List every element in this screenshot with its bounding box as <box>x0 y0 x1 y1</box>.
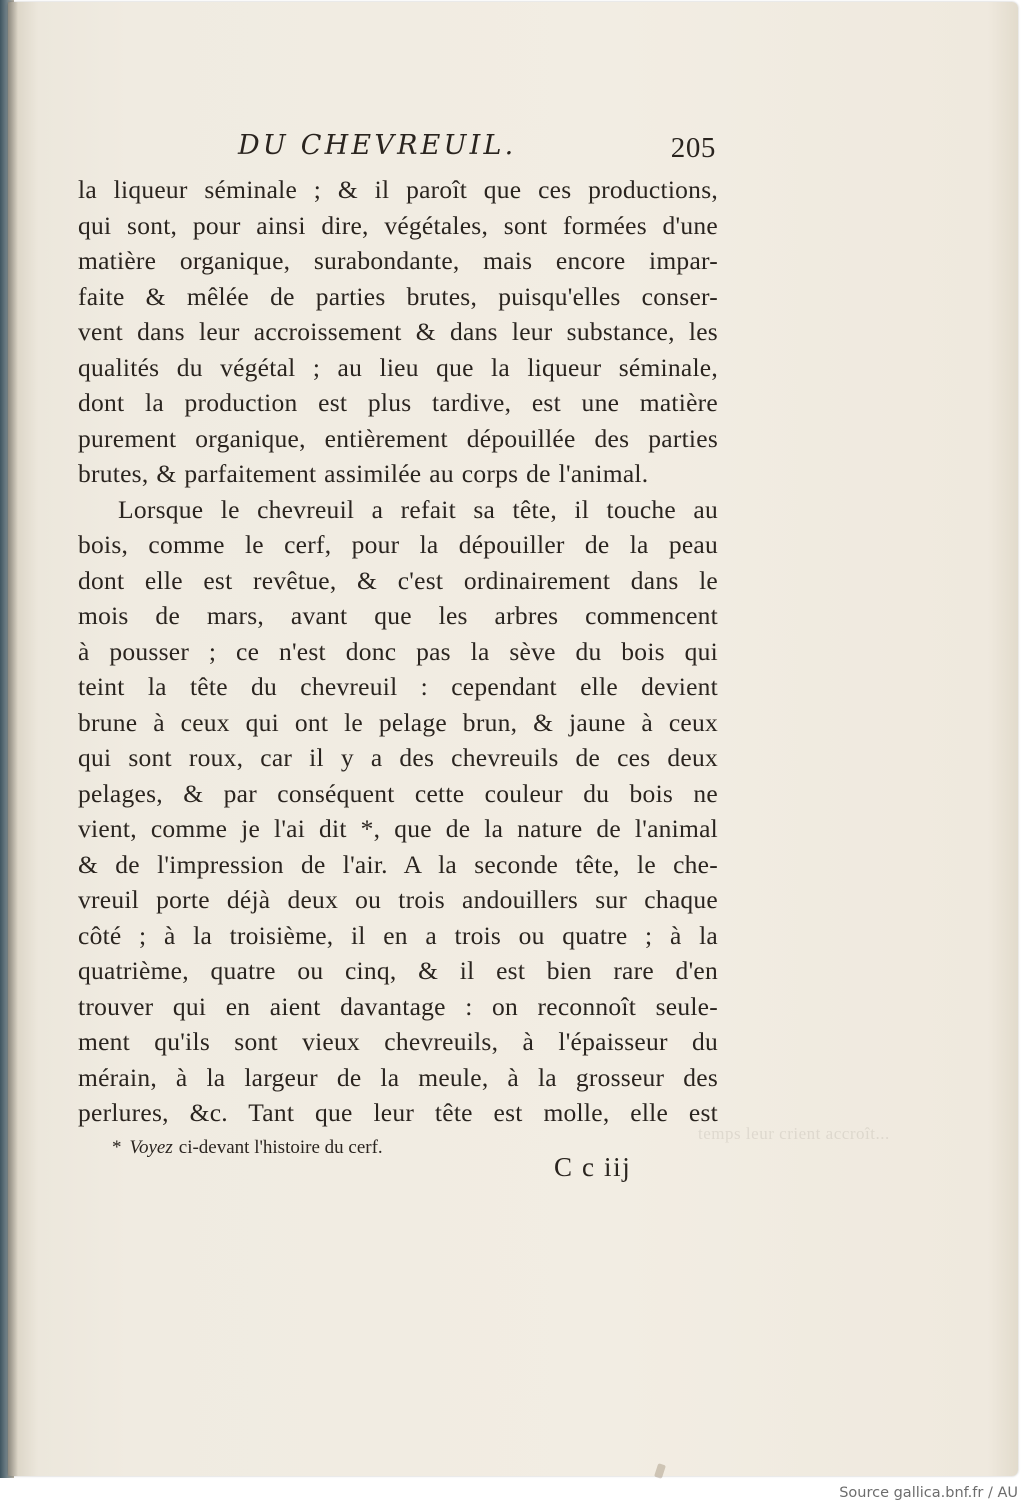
body-line: mois de mars, avant que les arbres commencent <box>78 601 718 630</box>
body-line: teint la tête du chevreuil : cependant elle devient <box>78 672 718 701</box>
text-block <box>78 130 718 1161</box>
body-line: trouver qui en aient davantage : on reconnoît seule- <box>78 991 718 1021</box>
body-line: Lorsque le chevreuil a refait sa tête, il touche au <box>118 494 718 524</box>
body-line: qui sont, pour ainsi dire, végétales, sont formées d'une <box>78 210 718 240</box>
body-line: perlures, &c. Tant que leur tête est molle, elle est <box>78 1098 718 1127</box>
source-caption: Source gallica.bnf.fr / AU <box>839 1485 1018 1501</box>
body-line: côté ; à la troisième, il en a trois ou quatre ; à la <box>78 920 718 950</box>
body-line: dont elle est revêtue, & c'est ordinairement dans le <box>78 565 718 595</box>
body-line: vreuil porte déjà deux ou trois andouillers sur chaque <box>78 885 718 914</box>
page-gutter-shadow <box>8 2 18 1476</box>
body-line: la liqueur séminale ; & il paroît que ces productions, <box>78 175 718 204</box>
body-line: mérain, à la largeur de la meule, à la grosseur des <box>78 1062 718 1092</box>
body-line: qui sont roux, car il y a des chevreuils de ces deux <box>78 743 718 772</box>
body-line: faite & mêlée de parties brutes, puisqu'elles conser- <box>78 281 718 311</box>
page-number: 205 <box>670 132 716 164</box>
body-line: dont la production est plus tardive, est une matière <box>78 388 718 417</box>
signature-mark: C c iij <box>554 1152 632 1182</box>
book-page <box>8 2 1018 1476</box>
paper-stain <box>654 1463 666 1479</box>
body-line: & de l'impression de l'air. A la seconde tête, le che- <box>78 849 718 879</box>
body-line: vent dans leur accroissement & dans leur substance, les <box>78 317 718 346</box>
body-line: vient, comme je l'ai dit *, que de la nature de l'animal <box>78 814 718 843</box>
body-line: brutes, & parfaitement assimilée au corps de l'animal. <box>78 459 649 488</box>
footnote-marker: * <box>112 1136 122 1158</box>
running-title: DU CHEVREUIL. <box>238 130 517 161</box>
body-line: brune à ceux qui ont le pelage brun, & jaune à ceux <box>78 707 718 737</box>
running-head <box>78 130 718 172</box>
footnote-lead: Voyez <box>129 1136 173 1158</box>
body-line: pelages, & par conséquent cette couleur du bois ne <box>78 778 718 808</box>
show-through-text: temps leur crient accroît... <box>698 1124 890 1143</box>
body-line: quatrième, quatre ou cinq, & il est bien rare d'en <box>78 956 718 985</box>
body-line: matière organique, surabondante, mais encore impar- <box>78 246 718 275</box>
body-line: purement organique, entièrement dépouillée des parties <box>78 423 718 453</box>
body-line: bois, comme le cerf, pour la dépouiller de la peau <box>78 530 718 559</box>
body-line: ment qu'ils sont vieux chevreuils, à l'épaisseur du <box>78 1027 718 1056</box>
footnote-text: ci-devant l'histoire du cerf. <box>178 1136 383 1158</box>
body-line: qualités du végétal ; au lieu que la liqueur séminale, <box>78 352 718 382</box>
body-line: à pousser ; ce n'est donc pas la sève du bois qui <box>78 636 718 666</box>
